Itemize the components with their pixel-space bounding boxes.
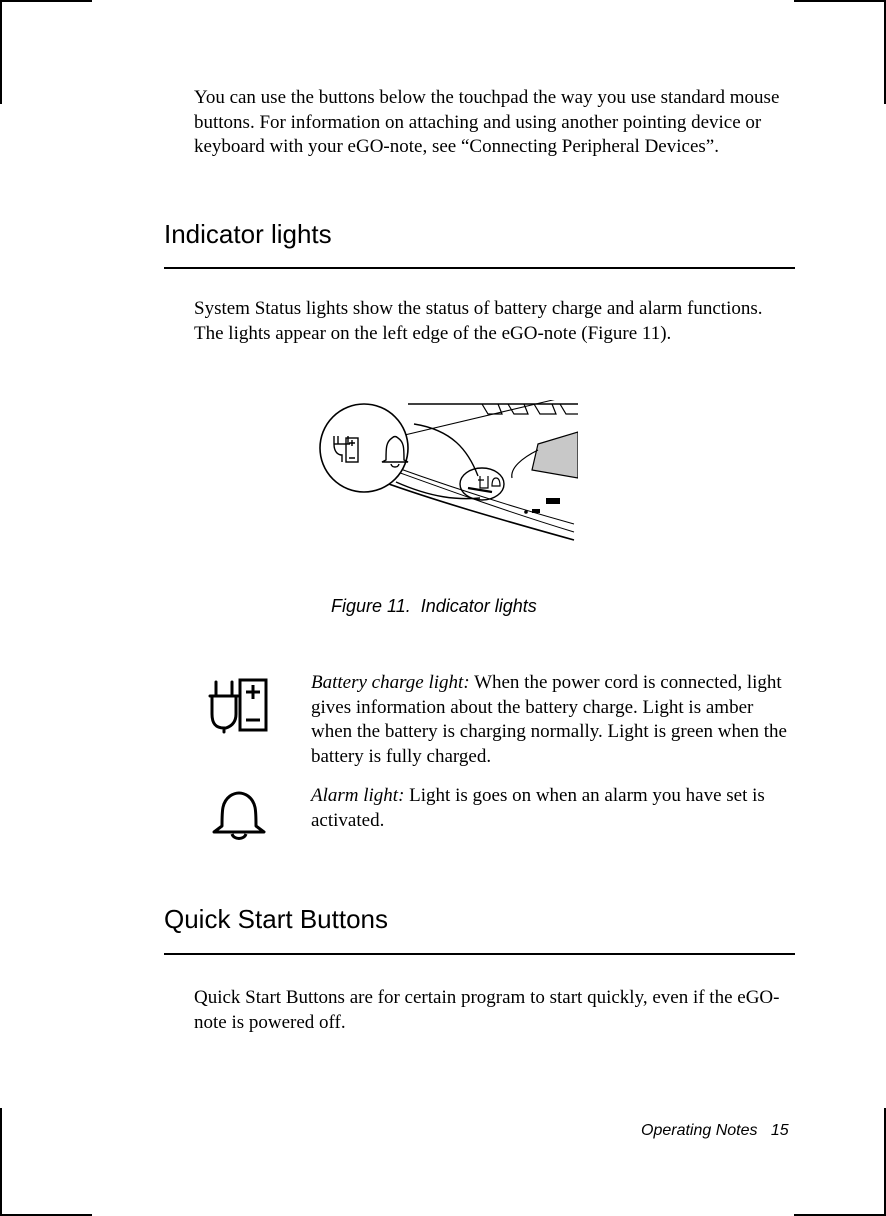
laptop-edge-line [392, 400, 578, 438]
crop-mark-top-left-v [0, 0, 2, 104]
led-dot [524, 510, 528, 514]
alarm-light-term: Alarm light: [311, 785, 405, 806]
touchpad [532, 432, 578, 478]
battery-charge-icon [206, 674, 272, 736]
quick-start-heading: Quick Start Buttons [164, 904, 388, 934]
key-shape [534, 404, 556, 414]
indicator-bulge [460, 468, 504, 500]
laptop-front-edge [372, 478, 574, 540]
alarm-light-description [311, 784, 796, 833]
quick-start-paragraph: Quick Start Buttons are for certain program to start quickly, even if the eGO-note is powered off. [194, 987, 780, 1033]
battery-charge-term: Battery charge light: [311, 672, 470, 693]
small-battery-icon [478, 476, 488, 488]
indicator-lights-figure [312, 400, 578, 546]
battery-charge-description [311, 671, 796, 769]
alarm-light-text: Light is goes on when an alarm you have set is activated. [311, 785, 765, 831]
key-shape [508, 404, 528, 414]
section-rule [164, 953, 795, 955]
footer-section-name: Operating Notes [641, 1122, 758, 1139]
intro-paragraph: You can use the buttons below the touchpad the way you use standard mouse buttons. For information on attaching and using another pointing device or keyboard with your eGO-note, see “Connecting Peripheral Devices”. [194, 87, 780, 157]
magnifier-circle [320, 404, 408, 492]
indicator-paragraph: System Status lights show the status of battery charge and alarm functions. The lights appear on the left edge of the eGO-note (Figure 11). [194, 298, 763, 344]
led-marker [532, 509, 540, 513]
page-footer [641, 1122, 789, 1140]
crop-mark-top-right-h [794, 0, 886, 2]
page-number: 15 [770, 1122, 789, 1139]
battery-charge-text: When the power cord is connected, light gives information about the battery charge. Light is amber when the battery is charging normally. Light is green when the battery is fully charged. [311, 672, 787, 767]
status-light [546, 498, 560, 504]
section-rule [164, 267, 795, 269]
alarm-bell-icon [210, 788, 270, 842]
indicator-lights-heading: Indicator lights [164, 219, 332, 249]
small-bell-icon [492, 478, 500, 486]
figure-caption: Figure 11. Indicator lights [331, 596, 537, 616]
magnifier-connector [414, 424, 478, 476]
crop-mark-top-left-h [0, 0, 92, 2]
indicator-strip [468, 488, 492, 492]
key-shape [560, 404, 578, 414]
crop-mark-bottom-left-v [0, 1108, 2, 1216]
